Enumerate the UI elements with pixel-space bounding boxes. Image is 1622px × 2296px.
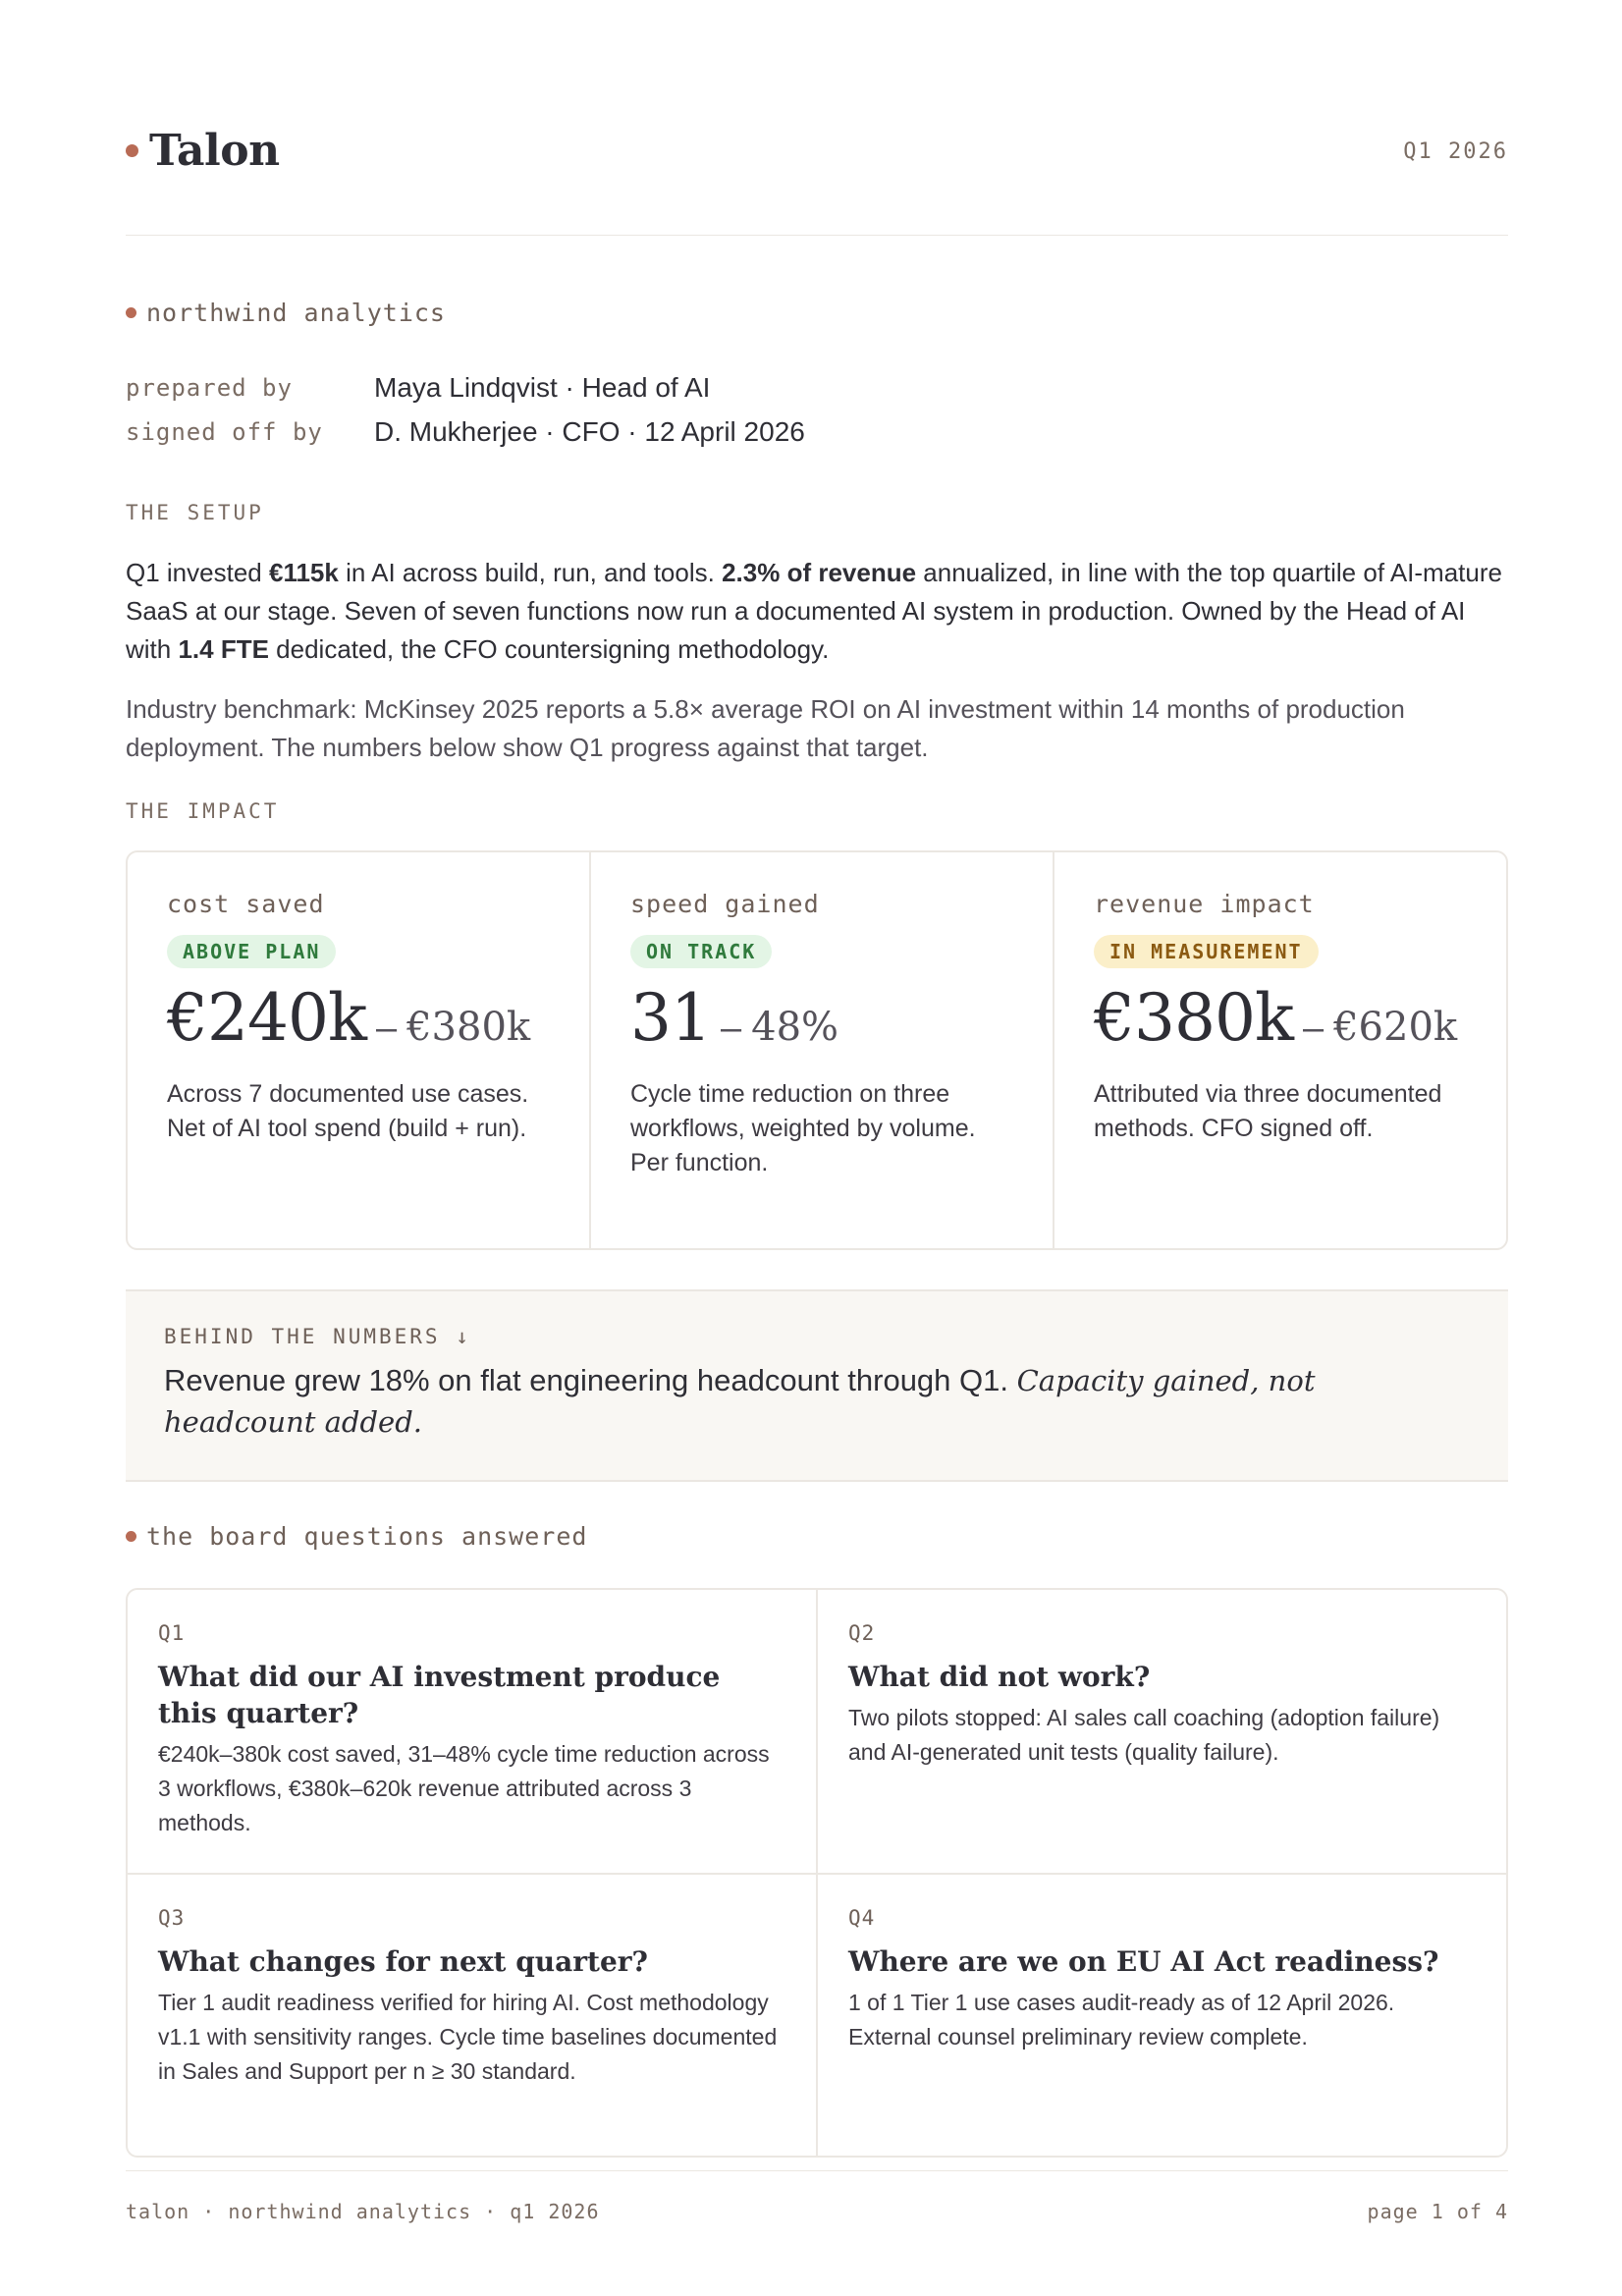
question-number: Q4: [848, 1906, 876, 1930]
signed-off-label: signed off by: [126, 417, 323, 446]
impact-card-speed: [591, 852, 1054, 1248]
brand: [126, 126, 280, 176]
question-answer: 1 of 1 Tier 1 use cases audit-ready as of 12 April 2026. External counsel preliminary review complete.: [848, 1990, 1395, 2050]
card-description: Cycle time reduction on three workflows, weighted by volume. Per function.: [630, 1080, 976, 1176]
behind-the-numbers-panel: [126, 1289, 1508, 1482]
prepared-by-row: [126, 365, 1108, 410]
question-number: Q1: [158, 1621, 186, 1645]
question-card-q4: [818, 1875, 1508, 2158]
signed-off-value: D. Mukherjee · CFO · 12 April 2026: [374, 415, 805, 447]
prepared-by-value: Maya Lindqvist · Head of AI: [374, 371, 711, 403]
behind-the-numbers-text: [164, 1360, 1440, 1443]
footer-divider: [126, 2170, 1508, 2171]
behind-text-plain: Revenue grew 18% on flat engineering headcount through Q1.: [164, 1363, 1017, 1397]
board-questions-grid: [126, 1588, 1508, 2158]
card-value: [630, 980, 1013, 1056]
value-low: €380k: [1094, 980, 1293, 1056]
behind-the-numbers-heading: BEHIND THE NUMBERS ↓: [164, 1325, 471, 1348]
report-page: [126, 0, 1508, 2296]
brand-dot-icon: [126, 144, 138, 157]
setup-heading: THE SETUP: [126, 501, 264, 524]
questions-dot-icon: [126, 1531, 136, 1542]
value-high: 48%: [751, 1005, 839, 1050]
setup-paragraph: [126, 554, 1508, 669]
client-name: [126, 299, 446, 327]
impact-card-revenue: [1054, 852, 1516, 1248]
question-card-q3: [128, 1875, 818, 2158]
page-number: page 1 of 4: [1367, 2200, 1508, 2223]
setup-text-e: annualized, in line with the top quartile of AI-mature SaaS at our stage. Seven of seven functions now run a documented AI system in production. Owned by the Head of AI with: [126, 558, 1502, 664]
setup-revenue-share: 2.3% of revenue: [722, 558, 917, 587]
question-title: What did our AI investment produce this quarter?: [158, 1661, 721, 1729]
footer-left-text: talon · northwind analytics · q1 2026: [126, 2200, 600, 2223]
value-separator: –: [720, 1008, 742, 1049]
card-label: speed gained: [630, 890, 820, 918]
status-badge: ABOVE PLAN: [167, 935, 336, 968]
question-card-q2: [818, 1590, 1508, 1875]
signed-off-row: [126, 410, 1108, 454]
question-card-q1: [128, 1590, 818, 1875]
report-period: Q1 2026: [1403, 139, 1508, 164]
impact-heading: THE IMPACT: [126, 799, 280, 823]
value-high: €380k: [406, 1005, 531, 1050]
value-low: €240k: [167, 980, 366, 1056]
question-answer: Two pilots stopped: AI sales call coaching (adoption failure) and AI-generated unit tests (quality failure).: [848, 1705, 1440, 1765]
benchmark-paragraph: Industry benchmark: McKinsey 2025 reports a 5.8× average ROI on AI investment within 14 months of production deployment. The numbers below show Q1 progress against that target.: [126, 694, 1405, 762]
client-name-text: northwind analytics: [146, 299, 446, 327]
value-low: 31: [630, 980, 711, 1056]
setup-fte: 1.4 FTE: [178, 634, 269, 664]
questions-heading-text: the board questions answered: [146, 1522, 588, 1551]
question-title: Where are we on EU AI Act readiness?: [848, 1945, 1439, 1978]
question-number: Q3: [158, 1906, 186, 1930]
meta-block: [126, 365, 1108, 454]
setup-investment: €115k: [268, 558, 339, 587]
card-description: Across 7 documented use cases. Net of AI tool spend (build + run).: [167, 1080, 529, 1142]
question-number: Q2: [848, 1621, 876, 1645]
brand-name: Talon: [149, 126, 280, 176]
setup-text-a: Q1 invested: [126, 558, 269, 587]
status-badge: ON TRACK: [630, 935, 772, 968]
client-dot-icon: [126, 307, 136, 318]
card-label: cost saved: [167, 890, 325, 918]
setup-text-c: in AI across build, run, and tools.: [338, 558, 723, 587]
value-high: €620k: [1333, 1005, 1458, 1050]
question-answer: €240k–380k cost saved, 31–48% cycle time reduction across 3 workflows, €380k–620k revenue attributed across 3 methods.: [158, 1741, 770, 1835]
card-value: [167, 980, 550, 1056]
card-value: [1094, 980, 1477, 1056]
questions-heading: [126, 1522, 587, 1551]
report-header: [126, 126, 1508, 185]
impact-card-cost: [128, 852, 591, 1248]
value-separator: –: [375, 1008, 398, 1049]
prepared-by-label: prepared by: [126, 373, 293, 402]
impact-cards: [126, 850, 1508, 1250]
status-badge: IN MEASUREMENT: [1094, 935, 1319, 968]
card-label: revenue impact: [1094, 890, 1315, 918]
value-separator: –: [1302, 1008, 1325, 1049]
question-answer: Tier 1 audit readiness verified for hiring AI. Cost methodology v1.1 with sensitivity ranges. Cycle time baselines documented in Sales and Support per n ≥ 30 standard.: [158, 1990, 778, 2084]
question-title: What did not work?: [848, 1661, 1151, 1693]
setup-text-g: dedicated, the CFO countersigning methodology.: [268, 634, 830, 664]
header-divider: [126, 235, 1508, 236]
card-description: Attributed via three documented methods. CFO signed off.: [1094, 1080, 1442, 1142]
behind-text-italic: Capacity gained, not headcount added.: [164, 1364, 1316, 1439]
question-title: What changes for next quarter?: [158, 1945, 648, 1978]
